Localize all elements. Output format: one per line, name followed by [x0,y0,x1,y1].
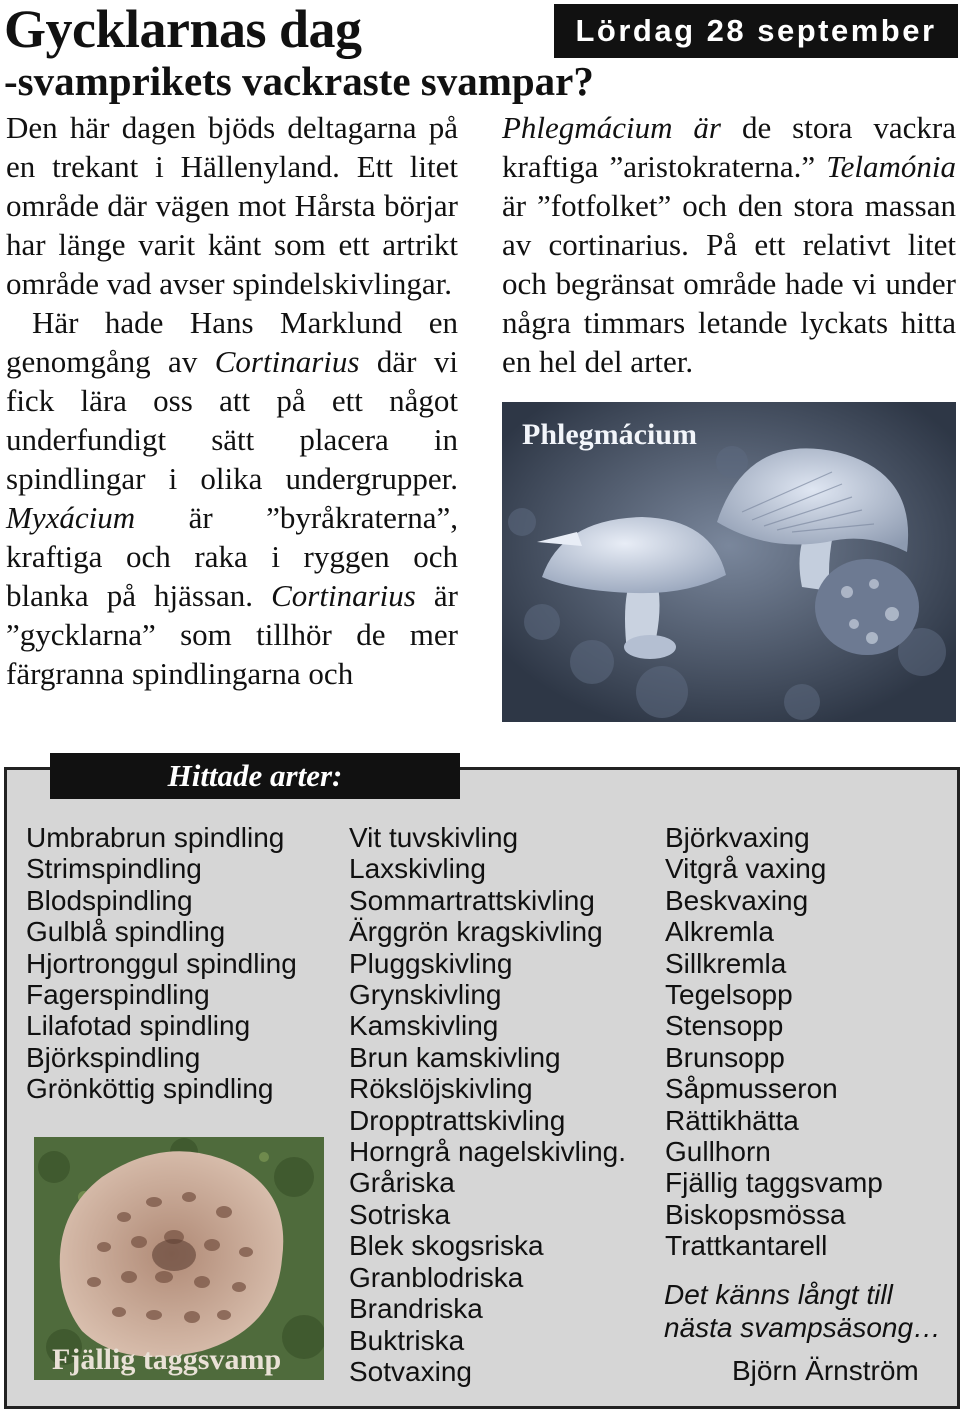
species-item: Stensopp [665,1010,784,1042]
closing-line: Det känns långt till [664,1279,893,1310]
species-list-header-text: Hittade arter: [167,758,343,793]
species-item: Strimspindling [26,853,202,885]
species-item: Alkremla [665,916,774,948]
species-list-header [50,753,460,799]
photo-caption-phlegmacium: Phlegmácium [522,418,697,451]
species-item: Beskvaxing [665,884,809,916]
species-item: Blek skogsriska [349,1230,544,1262]
species-item: Fjällig taggsvamp [665,1167,883,1199]
author-signature: Björn Ärnström [732,1355,919,1386]
species-item: Sotvaxing [349,1355,472,1387]
article-subtitle: -svamprikets vackraste svampar? [4,58,594,104]
species-item: Lilafotad spindling [26,1010,251,1042]
species-item: Buktriska [349,1324,465,1356]
phlegmacium-photo [502,402,956,722]
species-item: Rättikhätta [665,1104,799,1136]
article-paragraph-intro: Den här dagen bjöds deltagarna på en trekant i Hällenyland. Ett litet område där vägen mot Hårsta börjar har länge varit känt som ett artrikt område vad avser spindelskivlingar. [6,110,458,301]
species-item: Gulblå spindling [26,916,226,948]
article-paragraph-continued [502,108,956,381]
species-item: Grönköttig spindling [26,1073,274,1105]
text-run: där vi fick lära oss att på ett något underfundigt sätt placera in spindlingar i olika undergrupper. [6,344,458,496]
fjallig-taggsvamp-photo [34,1137,324,1380]
species-item: Horngrå nagelskivling. [349,1136,627,1168]
species-item: Sillkremla [665,947,787,979]
italic-term-myxacium: Myxácium [6,500,136,535]
species-item: Fagerspindling [26,979,210,1011]
article-column-right [502,108,956,381]
italic-term-cortinarius: Cortinarius [271,578,416,613]
species-item: Gråriska [349,1167,455,1199]
species-item: Pluggskivling [349,947,513,979]
text-run: Här hade Hans Marklund en genomgång av [6,305,458,379]
species-column-1 [26,822,297,1105]
species-item: Blodspindling [26,884,193,916]
photo-caption-taggsvamp: Fjällig taggsvamp [52,1343,282,1376]
species-item: Kamskivling [349,1010,499,1042]
species-item: Grynskivling [349,979,502,1011]
italic-term-telamonia: Telamónia [826,149,956,184]
text-run: de stora vackra kraftiga ”aristokraterna.” [502,110,956,184]
species-item: Brun kamskivling [349,1041,561,1073]
closing-remark [664,1278,944,1344]
species-item: Björkvaxing [665,822,810,853]
date-banner [554,4,958,58]
date-text: Lördag 28 september [575,13,937,48]
species-item: Laxskivling [349,853,486,885]
species-item: Gullhorn [665,1136,771,1168]
article-paragraph-main [6,303,458,693]
species-item: Brandriska [349,1293,483,1325]
species-item: Biskopsmössa [665,1198,846,1230]
text-run: är ”byråkraterna”, kraftiga och raka i ryggen och blanka på hjässan. [6,500,458,613]
species-item: Trattkantarell [665,1230,828,1262]
text-run: är ”gycklarna” som tillhör de mer färgranna spindlingarna och [6,578,458,691]
italic-term-cortinarius: Cortinarius [214,344,360,379]
species-column-3 [665,822,883,1262]
species-item: Hjortronggul spindling [26,947,297,979]
species-item: Ärggrön kragskivling [349,916,603,948]
closing-line: nästa svampsäsong… [664,1312,942,1343]
article-column-left [6,108,458,693]
text-run: är ”fotfolket” och den stora massan av cortinarius. På ett relativt litet och begränsat område hade vi under några timmars letande lyckats hitta en hel del arter. [502,188,956,379]
species-item: Umbrabrun spindling [26,822,285,853]
species-item: Rökslöjskivling [349,1073,533,1105]
italic-term-phlegmacium: Phlegmácium är [502,110,721,145]
species-item: Vit tuvskivling [349,822,519,853]
species-item: Tegelsopp [665,979,793,1011]
species-item: Granblodriska [349,1261,524,1293]
species-item: Brunsopp [665,1041,785,1073]
species-column-2 [349,822,626,1387]
species-item: Björkspindling [26,1041,201,1073]
species-item: Sotriska [349,1198,451,1230]
article-title: Gycklarnas dag [4,0,362,59]
species-item: Såpmusseron [665,1073,838,1105]
species-item: Sommartrattskivling [349,884,595,916]
species-item: Vitgrå vaxing [665,853,827,885]
species-item: Dropptrattskivling [349,1104,566,1136]
